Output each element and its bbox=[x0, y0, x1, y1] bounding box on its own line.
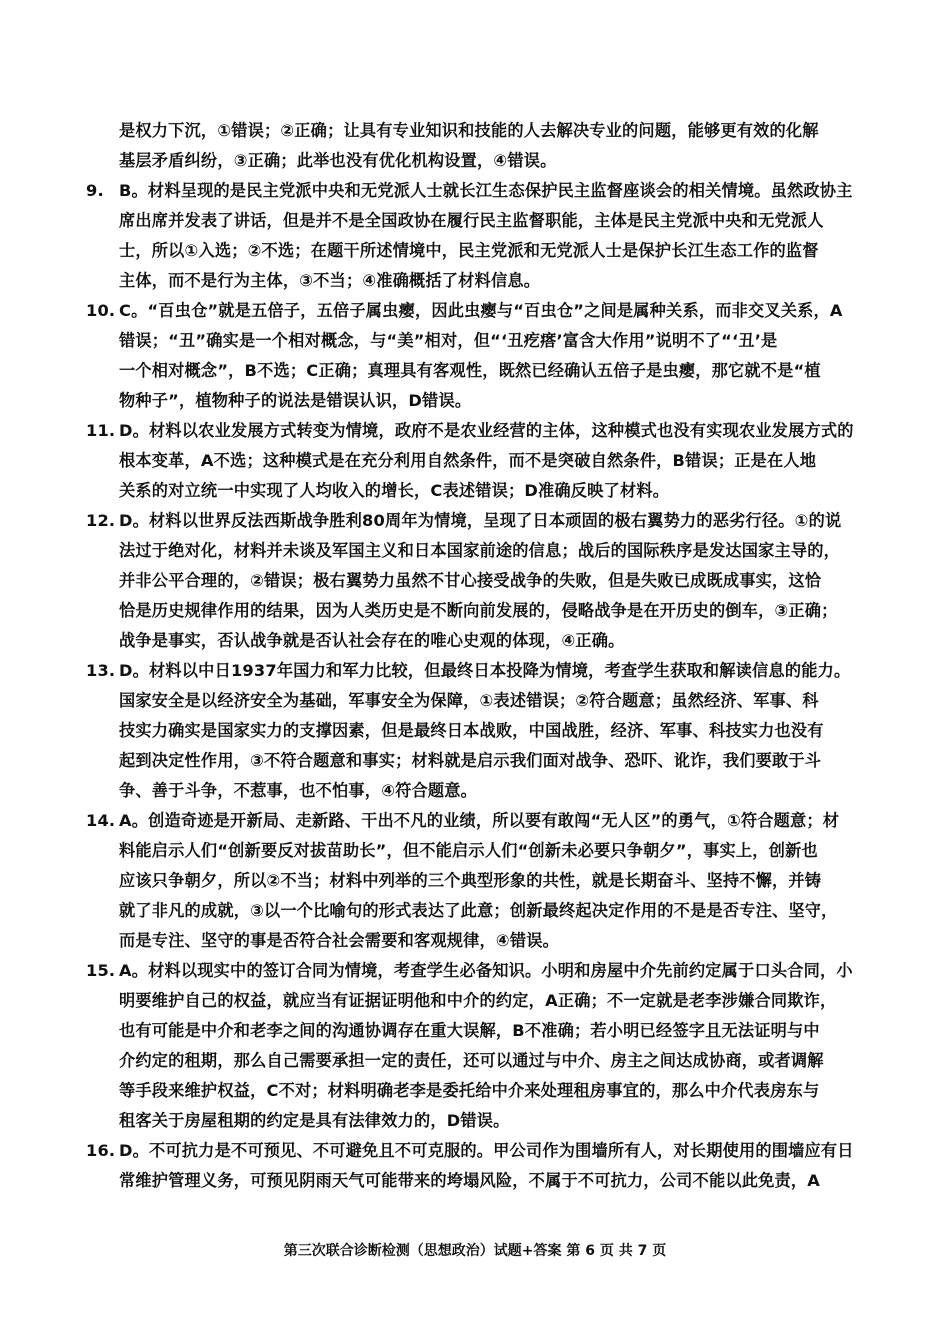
answer-text: 争、善于斗争，不惹事，也不怕事，④符合题意。 bbox=[119, 781, 478, 800]
answer-line bbox=[86, 896, 876, 926]
question-number: 15. bbox=[86, 961, 116, 980]
answer-line bbox=[86, 806, 876, 836]
question-number: 11. bbox=[86, 421, 116, 440]
answer-text: 等手段来维护权益，C不对；材料明确老李是委托给中介来处理租房事宜的，那么中介代表房东与 bbox=[119, 1081, 820, 1100]
question-number: 9. bbox=[86, 181, 104, 200]
answer-text: 料能启示人们“创新要反对拔苗助长”，但不能启示人们“创新未必要只争朝夕”，事实上，创新也 bbox=[119, 841, 818, 860]
answer-content bbox=[86, 116, 876, 1196]
answer-line bbox=[86, 326, 876, 356]
answer-text: 也有可能是中介和老李之间的沟通协调存在重大误解，B不准确；若小明已经签字且无法证明与中 bbox=[119, 1021, 820, 1040]
answer-line bbox=[86, 416, 876, 446]
answer-text: D。材料以中日1937年国力和军力比较，但最终日本投降为情境，考查学生获取和解读信息的能力。 bbox=[119, 661, 851, 680]
answer-line bbox=[86, 1076, 876, 1106]
question-number: 13. bbox=[86, 661, 116, 680]
answer-line bbox=[86, 1166, 876, 1196]
answer-text: A。材料以现实中的签订合同为情境，考查学生必备知识。小明和房屋中介先前约定属于口头合同，小 bbox=[119, 961, 853, 980]
answer-text: 就了非凡的成就，③以一个比喻句的形式表达了此意；创新最终起决定作用的不是是否专注、坚守， bbox=[119, 901, 838, 920]
answer-text: 错误；“丑”确实是一个相对概念，与“美”相对，但“‘丑疙瘩’富含大作用”说明不了“‘丑’是 bbox=[119, 331, 778, 350]
answer-line bbox=[86, 716, 876, 746]
question-number: 16. bbox=[86, 1141, 116, 1160]
answer-text: 介约定的租期，那么自己需要承担一定的责任，还可以通过与中介、房主之间达成协商，或者调解 bbox=[119, 1051, 824, 1070]
answer-line bbox=[86, 686, 876, 716]
answer-text: 应该只争朝夕，所以②不当；材料中列举的三个典型形象的共性，就是长期奋斗、坚持不懈，并铸 bbox=[119, 871, 822, 890]
answer-line bbox=[86, 986, 876, 1016]
answer-text: 法过于绝对化，材料并未谈及军国主义和日本国家前途的信息；战后的国际秩序是发达国家主导的， bbox=[119, 541, 841, 560]
answer-text: D。不可抗力是不可预见、不可避免且不可克服的。甲公司作为围墙所有人，对长期使用的围墙应有日 bbox=[119, 1141, 854, 1160]
answer-line bbox=[86, 656, 876, 686]
question-number: 14. bbox=[86, 811, 116, 830]
answer-line bbox=[86, 776, 876, 806]
answer-text: A。创造奇迹是开新局、走新路、干出不凡的业绩，所以要有敢闯“无人区”的勇气，①符合题意；材 bbox=[119, 811, 840, 830]
answer-text: 恰是历史规律作用的结果，因为人类历史是不断向前发展的，侵略战争是在开历史的倒车，③正确； bbox=[119, 601, 838, 620]
answer-text: 一个相对概念”，B不选；C正确；真理具有客观性，既然已经确认五倍子是虫瘿，那它就不是“植 bbox=[119, 361, 821, 380]
answer-line bbox=[86, 356, 876, 386]
answer-line bbox=[86, 596, 876, 626]
answer-line bbox=[86, 746, 876, 776]
answer-line bbox=[86, 1136, 876, 1166]
answer-text: C。“百虫仓”就是五倍子，五倍子属虫瘿，因此虫瘿与“百虫仓”之间是属种关系，而非交叉关系，A bbox=[119, 301, 843, 320]
answer-line bbox=[86, 866, 876, 896]
answer-text: 起到决定性作用，③不符合题意和事实；材料就是启示我们面对战争、恐吓、讹诈，我们要敢于斗 bbox=[119, 751, 822, 770]
answer-line bbox=[86, 506, 876, 536]
answer-line bbox=[86, 926, 876, 956]
answer-text: 士，所以①入选；②不选；在题干所述情境中，民主党派和无党派人士是保护长江生态工作的监督 bbox=[119, 241, 819, 260]
answer-line bbox=[86, 116, 876, 146]
answer-line bbox=[86, 1016, 876, 1046]
answer-text: 战争是事实，否认战争就是否认社会存在的唯心史观的体现，④正确。 bbox=[119, 631, 625, 650]
answer-line bbox=[86, 296, 876, 326]
answer-text: D。材料以世界反法西斯战争胜利80周年为情境，呈现了日本顽固的极右翼势力的恶劣行径。①的说 bbox=[119, 511, 842, 530]
answer-text: 明要维护自己的权益，就应当有证据证明他和中介的约定，A正确；不一定就是老李涉嫌合同欺诈， bbox=[119, 991, 837, 1010]
answer-text: 席出席并发表了讲话，但是并不是全国政协在履行民主监督职能，主体是民主党派中央和无党派人 bbox=[119, 211, 824, 230]
answer-text: 并非公平合理的，②错误；极右翼势力虽然不甘心接受战争的失败，但是失败已成既成事实，这恰 bbox=[119, 571, 822, 590]
answer-text: 物种子”，植物种子的说法是错误认识，D错误。 bbox=[119, 391, 472, 410]
answer-line bbox=[86, 626, 876, 656]
answer-line bbox=[86, 176, 876, 206]
question-number: 10. bbox=[86, 301, 116, 320]
answer-text: D。材料以农业发展方式转变为情境，政府不是农业经营的主体，这种模式也没有实现农业发展方式的 bbox=[119, 421, 854, 440]
answer-text: 租客关于房屋租期的约定是具有法律效力的，D错误。 bbox=[119, 1111, 510, 1130]
answer-line bbox=[86, 386, 876, 416]
answer-line bbox=[86, 476, 876, 506]
question-number: 12. bbox=[86, 511, 116, 530]
answer-text: 国家安全是以经济安全为基础，军事安全为保障，①表述错误；②符合题意；虽然经济、军事、科 bbox=[119, 691, 819, 710]
answer-text: 关系的对立统一中实现了人均收入的增长，C表述错误；D准确反映了材料。 bbox=[119, 481, 670, 500]
answer-line bbox=[86, 446, 876, 476]
answer-line bbox=[86, 206, 876, 236]
answer-text: 技实力确实是国家实力的支撑因素，但是最终日本战败，中国战胜，经济、军事、科技实力也没有 bbox=[119, 721, 824, 740]
answer-text: 主体，而不是行为主体，③不当；④准确概括了材料信息。 bbox=[119, 271, 541, 290]
answer-text: 而是专注、坚守的事是否符合社会需要和客观规律，④错误。 bbox=[119, 931, 559, 950]
answer-line bbox=[86, 1106, 876, 1136]
answer-text: 常维护管理义务，可预见阴雨天气可能带来的垮塌风险，不属于不可抗力，公司不能以此免责，A bbox=[119, 1171, 820, 1190]
answer-line bbox=[86, 836, 876, 866]
answer-line bbox=[86, 266, 876, 296]
answer-line bbox=[86, 956, 876, 986]
page-footer: 第三次联合诊断检测（思想政治）试题+答案 第 6 页 共 7 页 bbox=[283, 1243, 667, 1259]
answer-line bbox=[86, 146, 876, 176]
answer-text: 根本变革，A不选；这种模式是在充分利用自然条件，而不是突破自然条件，B错误；正是在人地 bbox=[119, 451, 817, 470]
answer-text: 是权力下沉，①错误；②正确；让具有专业知识和技能的人去解决专业的问题，能够更有效的化解 bbox=[119, 121, 819, 140]
answer-line bbox=[86, 236, 876, 266]
answer-line bbox=[86, 566, 876, 596]
answer-line bbox=[86, 1046, 876, 1076]
answer-line bbox=[86, 536, 876, 566]
answer-text: 基层矛盾纠纷，③正确；此举也没有优化机构设置，④错误。 bbox=[119, 151, 557, 170]
answer-text: B。材料呈现的是民主党派中央和无党派人士就长江生态保护民主监督座谈会的相关情境。虽然政协主 bbox=[119, 181, 853, 200]
